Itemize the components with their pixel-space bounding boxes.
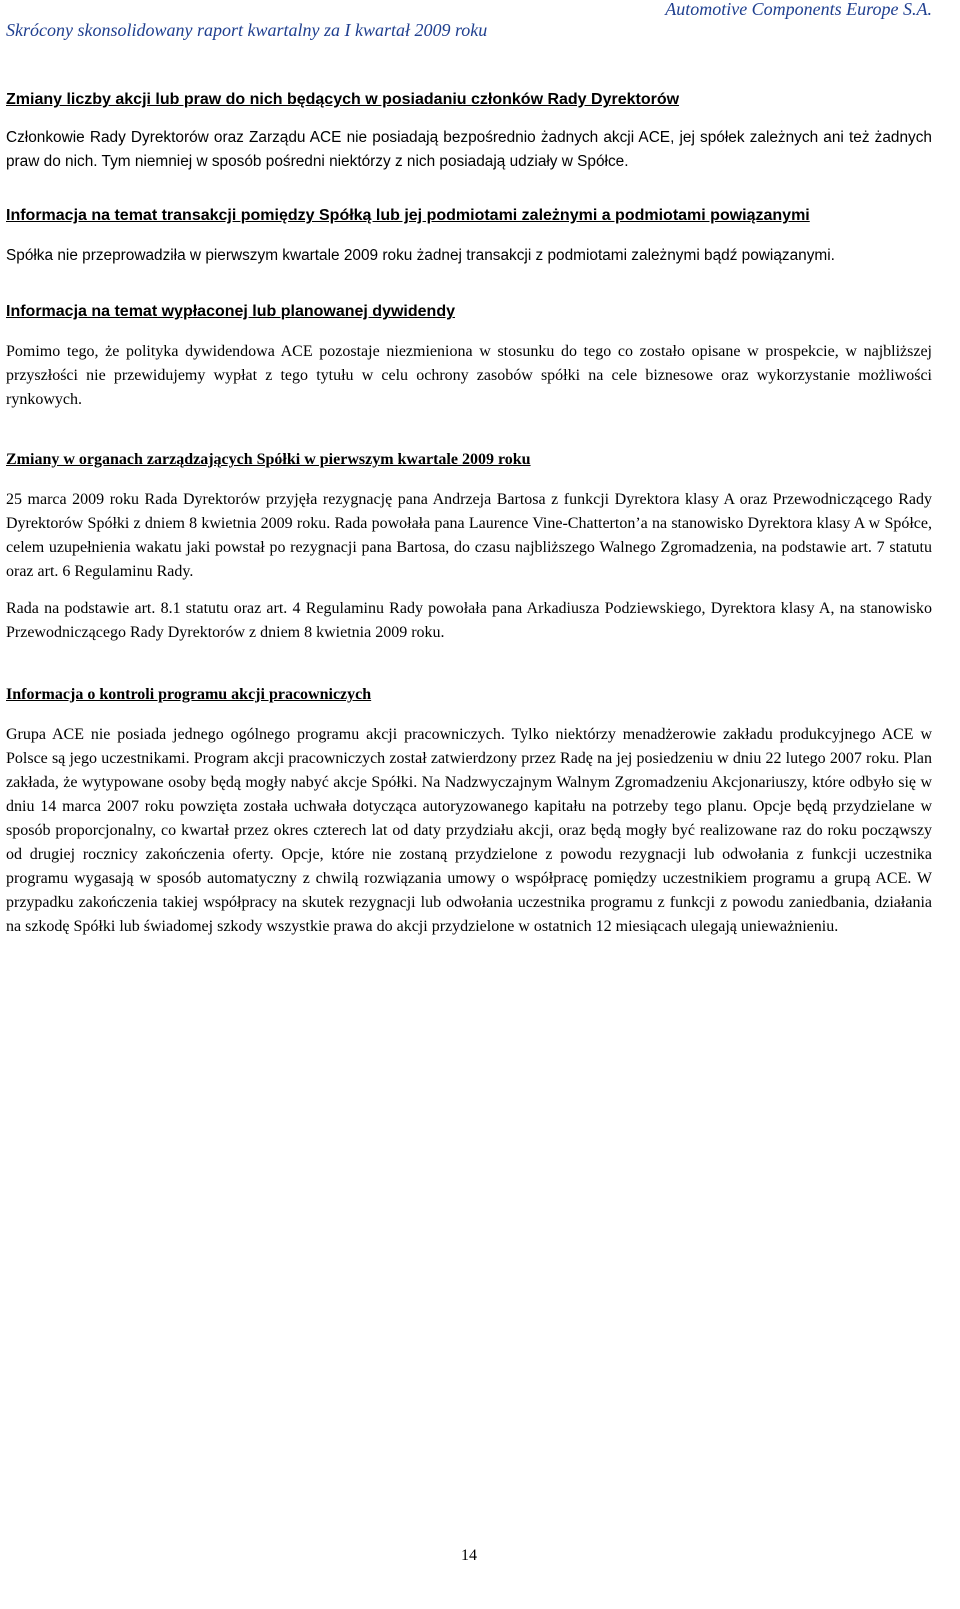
section-heading-board-shares: Zmiany liczby akcji lub praw do nich będących w posiadaniu członków Rady Dyrektorów	[6, 91, 680, 108]
page-header	[6, 0, 932, 43]
section-paragraph-dividend: Pomimo tego, że polityka dywidendowa ACE pozostaje niezmieniona w stosunku do tego co zostało opisane w prospekcie, w najbliższej przyszłości nie przewidujemy wypłat z tego tytułu w celu ochrony zasobów spółki na cele biznesowe oraz wykorzystanie możliwości rynkowych.	[6, 343, 932, 408]
document-body	[6, 88, 932, 939]
section-heading-related-transactions: Informacja na temat transakcji pomiędzy Spółką lub jej podmiotami zależnymi a podmiotami powiązanymi	[6, 207, 810, 224]
header-report-title: Skrócony skonsolidowany raport kwartalny za I kwartał 2009 roku	[6, 20, 488, 40]
section-heading-employee-shares: Informacja o kontroli programu akcji pracowniczych	[6, 686, 372, 703]
page-number: 14	[461, 1547, 477, 1564]
section-paragraph-related-transactions: Spółka nie przeprowadziła w pierwszym kwartale 2009 roku żadnej transakcji z podmiotami zależnymi bądź powiązanymi.	[6, 247, 835, 264]
section-paragraph-employee-shares: Grupa ACE nie posiada jednego ogólnego programu akcji pracowniczych. Tylko niektórzy menadżerowie zakładu produkcyjnego ACE w Polsce są jego uczestnikami. Program akcji pracowniczych został zatwierdzony przez Radę na jej posiedzeniu w dniu 22 lutego 2007 roku. Plan zakłada, że wytypowane osoby będą mogły nabyć akcje Spółki. Na Nadzwyczajnym Walnym Zgromadzeniu Akcjonariuszy, które odbyło się w dniu 14 marca 2007 roku powzięta została uchwała dotycząca autoryzowanego kapitału na potrzeby tego planu. Opcje będą przydzielane w sposób proporcjonalny, co kwartał przez okres czterech lat od daty przydziału akcji, oraz będą mogły być realizowane raz do roku począwszy od drugiej rocznicy zakończenia oferty. Opcje, które nie zostaną przydzielone z powodu rezygnacji lub odwołania z funkcji uczestnika programu wygasają w sposób automatyczny z chwilą rozwiązania umowy o współpracę pomiędzy uczestnikiem programu a grupą ACE. W przypadku zakończenia takiej współpracy na skutek rezygnacji lub odwołania uczestnika programu z funkcji z powodu zaniedbania, działania na szkodę Spółki lub świadomej szkody wszystkie prawa do akcji przydzielone w ostatnich 12 miesiącach ulegają unieważnieniu.	[6, 726, 932, 935]
section-heading-management-changes: Zmiany w organach zarządzających Spółki w pierwszym kwartale 2009 roku	[6, 451, 531, 468]
header-company-name: Automotive Components Europe S.A.	[665, 0, 932, 19]
section-paragraph-management-changes-2: Rada na podstawie art. 8.1 statutu oraz art. 4 Regulaminu Rady powołała pana Arkadiusza Podziewskiego, Dyrektora klasy A, na stanowisko Przewodniczącego Rady Dyrektorów z dniem 8 kwietnia 2009 roku.	[6, 600, 932, 641]
section-paragraph-management-changes-1: 25 marca 2009 roku Rada Dyrektorów przyjęła rezygnację pana Andrzeja Bartosa z funkcji Dyrektora klasy A oraz Przewodniczącego Rady Dyrektorów Spółki z dniem 8 kwietnia 2009 roku. Rada powołała pana Laurence Vine-Chatterton’a na stanowisko Dyrektora klasy A w Spółce, celem uzupełnienia wakatu jaki powstał po rezygnacji pana Bartosa, do czasu najbliższego Walnego Zgromadzenia, na podstawie art. 7 statutu oraz art. 6 Regulaminu Rady.	[6, 491, 932, 580]
section-paragraph-board-shares: Członkowie Rady Dyrektorów oraz Zarządu ACE nie posiadają bezpośrednio żadnych akcji ACE, jej spółek zależnych ani też żadnych praw do nich. Tym niemniej w sposób pośredni niektórzy z nich posiadają udziały w Spółce.	[6, 129, 932, 170]
document-page	[6, 0, 932, 1609]
section-heading-dividend: Informacja na temat wypłaconej lub planowanej dywidendy	[6, 303, 455, 320]
